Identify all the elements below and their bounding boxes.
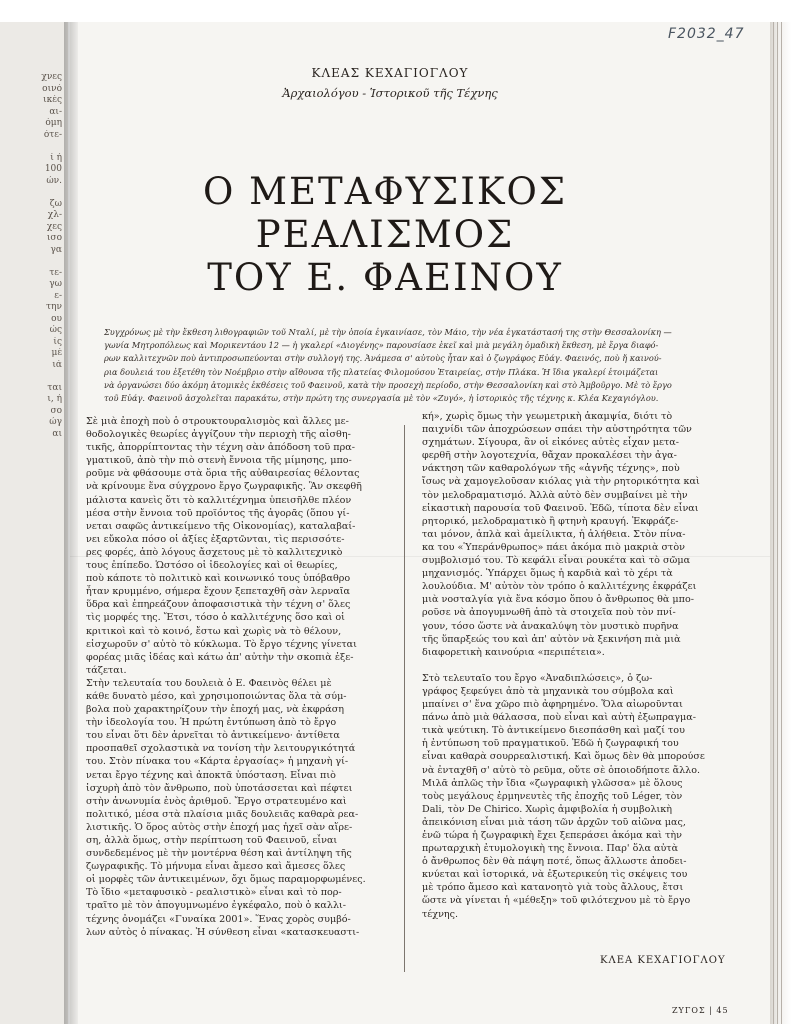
intro-line: νὰ ὀργανώσει δύο ἀκόμη ἀτομικὲς ἐκθέσεις τοῦ Φαεινοῦ, κατὰ τὴν προσεχὴ περίοδο, στὴν Θεσσαλονίκη καὶ στὸ Ἀμβοῦργο. Μὲ τὸ ἔργο <box>104 379 672 390</box>
margin-fragment: ών. <box>46 175 62 186</box>
margin-fragment: γω <box>49 279 62 289</box>
body-line: μάλιστα κανεὶς ὅτι τὸ καλλιτέχνημα ὑπεισῆλθε πλέον <box>86 494 352 506</box>
body-line: συνδεδεμένος μὲ τὴν μοντέρνα θέση καὶ ἀντίληψη τῆς <box>86 848 352 860</box>
body-line: μὲ τρόπο ἄμεσο καὶ κατανοητὸ γιὰ τοὺς ἄλλους, ἔτσι <box>422 882 684 894</box>
body-line: ρες φορές, ἀπὸ λόγους ἄσχετους μὲ τὸ καλλιτεχνικὸ <box>86 546 343 558</box>
body-line: μιὰ νοσταλγία γιὰ ἕνα κόσμο ὅπου ὁ ἄνθρωπος θὰ μπο- <box>422 594 694 606</box>
margin-fragment: όμη <box>45 118 62 128</box>
intro-line: ρων καλλιτεχνῶν ποὺ ἀντιπροσωπεύονται στὴν συλλογή της. Ἀνάμεσα σ' αὐτοὺς ἦταν καὶ ὁ ζωγράφος Εὐάγ. Φαεινός, ποὺ ἤ καινού- <box>104 353 662 364</box>
author-name: ΚΛΕΑΣ ΚΕΧΑΓΙΟΓΛΟΥ <box>311 66 469 80</box>
body-line: Dali, τὸν De Chirico. Χωρὶς ἀμφιβολία ἡ συμβολικὴ <box>422 803 673 815</box>
intro-line: γωνία Μητροπόλεως καὶ Μορικεντάου 12 — ἡ γκαλερί «Διογένης» παρουσίασε ἐκεῖ καὶ μιὰ μεγάλη ὁμαδικὴ ἔκθεση, μὲ ἔργα διαφό- <box>104 340 659 351</box>
margin-fragment: αι- <box>49 106 62 117</box>
body-line: ποὺ κάποτε τὸ πολιτικὸ καὶ κοινωνικό τους ὑπόβαθρο <box>86 573 351 585</box>
article-intro <box>104 326 686 405</box>
body-line: ται μόνον, ἁπλὰ καὶ ἀμείλικτα, ἡ ἀλήθεια. Στὸν πίνα- <box>422 528 686 540</box>
body-line: διαφορετικὴ καινούρια «περιπέτεια». <box>422 646 605 658</box>
body-line: παιχνίδι τῶν ἀποχρώσεων σπάει τὴν αὐστηρότητα τῶν <box>422 424 692 436</box>
body-line: συμβολισμό του. Τὸ κεφάλι εἶναι ρουκέτα καὶ τὸ σῶμα <box>422 555 691 567</box>
body-line: γράφος ξεφεύγει ἀπὸ τὰ μηχανικὰ του σύμβολα καὶ <box>422 685 674 697</box>
margin-fragment: γα <box>50 244 62 255</box>
margin-fragment <box>20 256 62 268</box>
margin-fragment: ισο <box>46 233 62 243</box>
body-line: οἱ μορφὲς τῶν ἀντικειμένων, ὄχι ὅμως παραμορφωμένες. <box>86 874 366 886</box>
body-line: εἶναι καθαρὰ σουρρεαλιστική. Καὶ ὅμως δὲν θὰ μπορούσε <box>422 751 705 763</box>
margin-fragment: μέ <box>51 348 62 358</box>
body-line: στὴν ἀνωνυμία ἑνὸς ἀριθμοῦ. Ἔργο στρατευμένο καὶ <box>86 795 347 807</box>
body-line: γματικοῦ, ἀπὸ τὴν πιὸ στενὴ ἔννοια τῆς μίμησης, μπο- <box>86 455 352 467</box>
body-line: νὰ κρίνουμε ἕνα σύγχρονο ἔργο ζωγραφικῆς. Ἂν σκεφθῆ <box>86 481 362 493</box>
margin-fragment: ίς <box>53 336 62 347</box>
archive-reference-mark: F2032_47 <box>668 26 745 42</box>
margin-fragment: ί ή <box>50 152 62 163</box>
body-line: πολιτικό, μέσα στὰ πλαίσια μιᾶς δουλειᾶς καθαρὰ ρεα- <box>86 808 359 820</box>
body-line: κα του «Ὑπεράνθρωπος» πάει ἀκόμα πιὸ μακριὰ στὸν <box>422 541 685 553</box>
body-line: Σὲ μιὰ ἐποχὴ ποὺ ὁ στρουκτουραλισμὸς καὶ ἄλλες με- <box>86 416 349 427</box>
margin-fragment: χνες <box>41 72 62 82</box>
margin-fragment: ώγ <box>49 417 62 427</box>
body-line: τὸν μελοδραματισμό. Ἀλλὰ αὐτὸ δὲν συμβαίνει μὲ τὴν <box>422 489 688 501</box>
body-line: φερθῆ στὴν λογοτεχνία, θἄχαν προκαλέσει τὴν ἀγα- <box>422 450 677 462</box>
body-line: ὥστε νὰ γίνεται ἡ «μέθεξη» τοῦ φιλότεχνου μὲ τὸ ἔργο <box>422 895 691 907</box>
body-line: ἐνῶ τώρα ἡ ζωγραφικὴ ἔχει ξεπεράσει ἀκόμα καὶ τὴν <box>422 830 683 841</box>
body-line: του. Στὸν πίνακα του «Κάρτα ἐργασίας» ἡ μηχανὴ γί- <box>86 756 349 768</box>
author-header <box>240 66 540 100</box>
margin-fragment: αι <box>52 428 62 439</box>
body-line: εἰσχωροῦν σ' αὐτὸ τὸ κύκλωμα. Τὸ ἔργο τέχνης γίνεται <box>86 638 357 650</box>
margin-fragment: ικές <box>43 95 62 105</box>
body-line: κριτικοὶ καὶ τὸ κοινό, ἔστω καὶ χωρὶς νὰ τὸ θέλουν, <box>86 625 342 637</box>
margin-fragment: ότε- <box>43 129 62 140</box>
body-line: τῆς ὕπαρξεώς του καὶ ἀπ' αὐτὸν νὰ ξεκινήση πιὰ μιὰ <box>422 633 681 645</box>
page-footer: ΖΥΓΟΣ | 45 <box>672 1006 729 1015</box>
body-line: ἡ ἐντύπωση τοῦ πραγματικοῦ. Ἐδῶ ἡ ζωγραφική του <box>422 738 679 750</box>
body-line: ρητορικό, μελοδραματικὸ ἢ φτηνὴ κραυγή. Ἐκφράζε- <box>422 515 679 527</box>
margin-fragment: χλ- <box>47 210 62 220</box>
body-line: ζωγραφικῆς. Τὸ μήνυμα εἶναι ἄμεσο καὶ ἄμεσες ὅλες <box>86 861 346 873</box>
margin-fragment: ου <box>51 313 62 324</box>
margin-fragment: σο <box>50 405 62 416</box>
body-line: προσπαθεῖ σχολαστικὰ να τονίση τὴν λειτουργικότητά <box>86 743 356 755</box>
body-line: του εἶναι ὅτι δὲν ἀρνεῖται τὸ ἀντικείμενο· ἀντίθετα <box>86 730 340 742</box>
body-line: ροῦσε νὰ ἀπογυμνωθῆ ἀπὸ τὰ στοιχεῖα ποὺ τὸν πνί- <box>422 607 676 619</box>
margin-fragment: 100 <box>44 164 62 174</box>
margin-fragment: ε- <box>54 290 62 301</box>
body-line: φορέας μιᾶς ἰδέας καὶ κάτω ἀπ' αὐτὴν τὴν σκοπιὰ ἐξε- <box>86 651 354 663</box>
body-line: ἰσχυρὴ ἀπὸ τὸν ἄνθρωπο, ποὺ ὑποτάσσεται καὶ πέφτει <box>86 782 353 794</box>
body-line: μέσα στὴν ἔννοια τοῦ προϊόντος τῆς ἀγορᾶς (ὅπου γί- <box>86 507 350 519</box>
body-line: λων αὐτὸς ὁ πίνακας. Ἡ σύνθεση εἶναι «κατασκευαστι- <box>86 926 360 938</box>
title-line: Ο ΜΕΤΑΦΥΣΙΚΟΣ <box>202 170 568 213</box>
body-line: ἦταν κρυμμένο, σήμερα ἔχουν ξεπεταχθῆ σὰν λερναῖα <box>86 586 351 598</box>
body-line: λιστικῆς. Ὁ ὅρος αὐτὸς στὴν ἐποχή μας ἠχεῖ σὰν αἵρε- <box>86 821 353 833</box>
margin-fragment: ζω <box>49 198 62 209</box>
body-line: νὰ ἐνταχθῆ σ' αὐτὸ τὸ ρεῦμα, οὔτε σὲ ὁποιοδήποτε ἄλλο. <box>422 764 701 776</box>
title-line: ΤΟΥ Ε. ΦΑΕΙΝΟΥ <box>207 256 563 299</box>
margin-fragment: χες <box>46 221 62 232</box>
body-line: τέχνης ὀνομάζει «Γυναίκα 2001». Ἕνας χορὸς συμβό- <box>86 913 351 925</box>
body-line: ση, ἀλλὰ ὅμως, στὴν περίπτωση τοῦ Φαεινοῦ, εἶναι <box>86 835 338 846</box>
body-line: θοδολογικὲς θεωρίες ἀγγίζουν τὴν περιοχὴ τῆς αἰσθη- <box>86 429 351 441</box>
intro-line: Συγχρόνως μὲ τὴν ἔκθεση λιθογραφιῶν τοῦ Νταλί, μὲ τὴν ὁποία ἐγκαινίασε, τὸν Μάιο, τὴν νέα ἐγκατάστασή της στὴν Θεσσαλονίκη — <box>104 327 672 337</box>
margin-fragment <box>20 187 62 199</box>
author-role: Ἀρχαιολόγου - Ἱστορικοῦ τῆς Τέχνης <box>282 86 498 100</box>
body-line: βολα ποὺ χαρακτηρίζουν τὴν ἐποχή μας, νὰ ἐκφράση <box>86 704 345 716</box>
body-line: τέχνης. <box>422 908 459 920</box>
body-line: μπαίνει σ' ἕνα χῶρο πιὸ ἀφηρημένο. Ὅλα αἰωροῦνται <box>422 699 683 711</box>
body-line: τὴν ἰδεολογία του. Ἡ πρώτη ἐντύπωση ἀπὸ τὸ ἔργο <box>86 717 337 729</box>
body-line: κάθε δυνατὸ μέσο, καὶ χρησιμοποιώντας ὅλα τὰ σύμ- <box>86 690 347 702</box>
body-line: τάζεται. <box>86 664 127 676</box>
body-line: Μιλᾶ ἁπλῶς τὴν ἴδια «ζωγραφικὴ γλῶσσα» μὲ ὅλους <box>422 777 683 789</box>
body-line: ὁ ἄνθρωπος δὲν θὰ πάψη ποτέ, ὅπως ἄλλωστε ἀποδει- <box>422 856 687 868</box>
body-line: ἀπεικόνιση εἶναι μιὰ τάση τῶν ἀρχῶν τοῦ αἰῶνα μας, <box>422 816 686 828</box>
body-line: Στὸ τελευταῖο του ἔργο «Ἀναδιπλώσεις», ὁ ζω- <box>422 672 653 684</box>
body-line: λουλούδια. Μ' αὐτὸν τὸν τρόπο ὁ καλλιτέχνης ἐκφράζει <box>422 581 697 593</box>
margin-fragment: ώς <box>49 325 62 335</box>
body-line: κή», χωρὶς ὅμως τὴν γεωμετρικὴ ἀκαμψία, διότι τὸ <box>422 411 673 422</box>
body-line: σχημάτων. Σίγουρα, ἂν οἱ εἰκόνες αὐτὲς εἶχαν μετα- <box>422 437 679 449</box>
margin-fragment <box>20 371 62 383</box>
margin-fragment: την <box>46 302 62 312</box>
margin-fragment: ιά <box>52 359 62 370</box>
body-line: τραῖτο μὲ τὸν ἀπογυμνωμένο ἐγκέφαλο, ποὺ ὁ καλλι- <box>86 900 347 912</box>
title-line: ΡΕΑΛΙΣΜΟΣ <box>255 213 515 256</box>
body-line <box>422 659 716 672</box>
margin-fragment: ι, ή <box>47 394 62 404</box>
body-line: πρωταρχικὴ ἐτυμολογικὴ της ἔννοια. Παρ' ὅλα αὐτὰ <box>422 843 679 855</box>
body-column-right <box>422 410 716 921</box>
body-line: νεται ἔργο τέχνης καὶ ἀποκτᾶ ὑπόσταση. Εἶναι πιὸ <box>86 769 336 781</box>
body-line: εἰκαστικὴ παρουσία τοῦ Φαεινοῦ. Ἐδῶ, τίποτα δὲν εἶναι <box>422 502 699 514</box>
page-stack-edge <box>770 22 791 1024</box>
margin-fragment: τε- <box>49 267 62 278</box>
body-line: Τὸ ἴδιο «μεταφυσικὸ - ρεαλιστικὸ» εἶναι καὶ τὸ πορ- <box>86 887 342 899</box>
article-title <box>110 170 660 299</box>
body-line: νει εὔκολα πόσο οἱ ἀξίες ἐξαρτῶνται, τὶς περισσότε- <box>86 533 345 545</box>
article-signature: ΚΛΕΑ ΚΕΧΑΓΙΟΓΛΟΥ <box>600 955 726 966</box>
margin-fragment: οινό <box>42 83 62 94</box>
body-line: ὕδρα καὶ ἐπηρεάζουν ἀποφασιστικὰ τὴν τέχνη σ' ὅλες <box>86 599 351 611</box>
margin-fragment: ται <box>47 382 62 393</box>
body-line: ἴσως νὰ χαμογελοῦσαν κιόλας γιὰ τὴν ρητορικότητα καὶ <box>422 476 700 488</box>
body-line: πάνω ἀπὸ μιὰ θάλασσα, ποὺ εἶναι καὶ αὐτὴ ἐξωπραγμα- <box>422 712 696 724</box>
previous-page-margin-fragments <box>20 72 62 440</box>
body-line: νάκτηση τῶν καθαρολόγων τῆς «ἁγνῆς τέχνης», ποὺ <box>422 463 680 475</box>
body-column-left <box>86 415 382 939</box>
spine-shadow <box>64 22 78 1024</box>
body-line: τικῆς, ἀπορρίπτοντας τὴν τέχνη σὰν ἀπόδοση τοῦ πρα- <box>86 442 355 454</box>
body-line: Στὴν τελευταία του δουλειὰ ὁ Ε. Φαεινὸς θέλει μὲ <box>86 677 332 689</box>
body-line: τικὰ ψεύτικη. Τὸ ἀντικείμενο διεσπάσθη καὶ μαζί του <box>422 725 685 737</box>
margin-fragment <box>20 141 62 153</box>
body-line: κνύεται καὶ ἱστορικά, νὰ ἐξωτερικεύη τὶς σκέψεις του <box>422 869 688 881</box>
body-line: γουν, τόσο ὥστε νὰ ἀνακαλύψη τὸν μυστικὸ πυρῆνα <box>422 620 679 632</box>
body-line: ροῦμε νὰ φθάσουμε στὰ ὅρια τῆς αὐθαιρεσίας θέλοντας <box>86 468 360 480</box>
body-line: νεται σαφῶς ἀντικείμενο τῆς Οἰκονομίας), καταλαβαί- <box>86 520 356 532</box>
intro-line: ρια δουλειά του ἐξετέθη τὸν Νοέμβριο στὴν αἴθουσα τῆς πλατείας Φιλομούσου Ἑταιρείας, στὴν Πλάκα. Ἡ ἴδια γκαλερί ἑτοιμάζεται <box>104 366 659 377</box>
body-line: μηχανισμός. Ὑπάρχει ὅμως ἡ καρδιὰ καὶ τὸ χέρι τὰ <box>422 568 673 580</box>
intro-line: τοῦ Εὐάγ. Φαεινοῦ ἀσχολεῖται παρακάτω, στὴν πρώτη της συνεργασία μὲ τὸν «Ζυγό», ἡ ἱστορικὸς τῆς τέχνης κ. Κλέα Κεχαγιόγλου. <box>104 392 659 403</box>
column-divider <box>404 425 405 972</box>
body-line: τοὺς μεγάλους ἑρμηνευτὲς τῆς ἐποχῆς τοῦ Léger, τὸν <box>422 790 683 802</box>
body-line: τὶς μορφές της. Ἔτσι, τόσο ὁ καλλιτέχνης ὅσο καὶ οἱ <box>86 612 345 624</box>
body-line: τους ἐπίπεδο. Ὡστόσο οἱ ἰδεολογίες καὶ οἱ θεωρίες, <box>86 560 338 572</box>
